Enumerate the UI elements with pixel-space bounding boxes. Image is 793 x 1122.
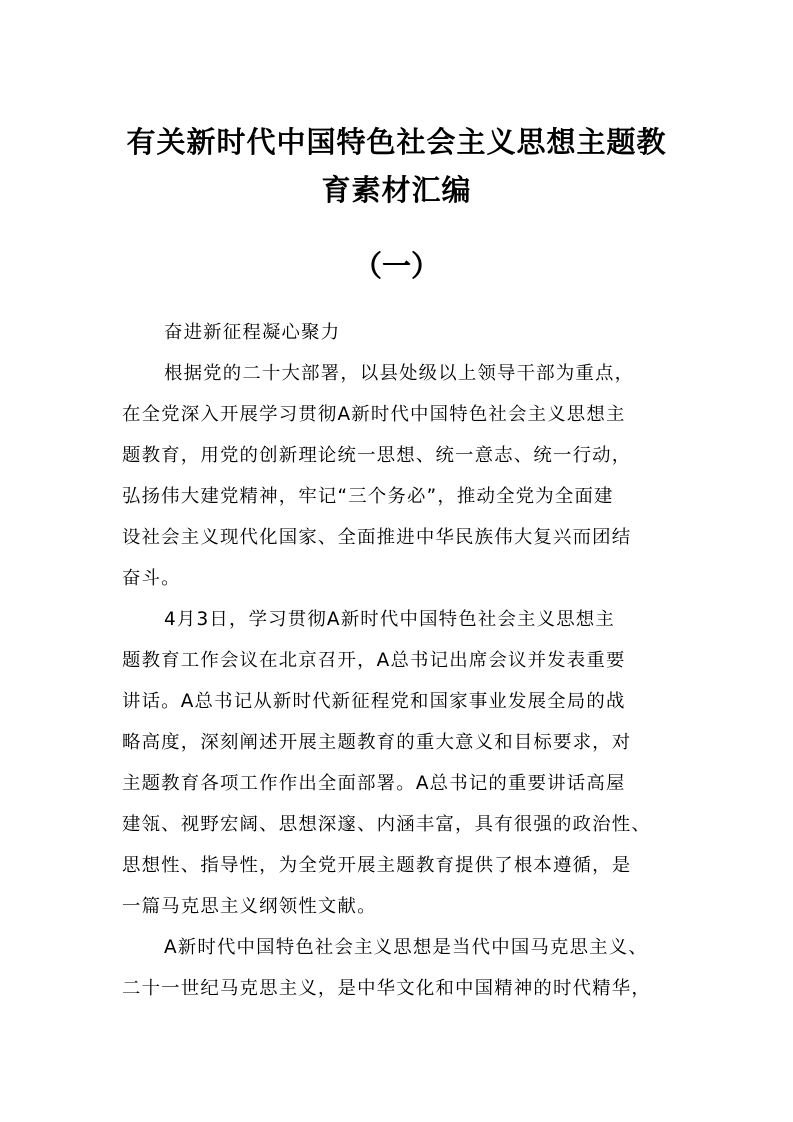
paragraph-1-line-4: 弘扬伟大建党精神，牢记“三个务必”，推动全党为全面建 bbox=[122, 486, 614, 507]
paragraph-2-line-7: 思想性、指导性，为全党开展主题教育提供了根本遵循，是 bbox=[122, 855, 632, 876]
paragraph-1-line-5: 设社会主义现代化国家、全面推进中华民族伟大复兴而团结 bbox=[122, 527, 632, 548]
paragraph-2-line-6: 建瓴、视野宏阔、思想深邃、内涵丰富，具有很强的政治性、 bbox=[122, 814, 651, 835]
paragraph-1-line-1: 根据党的二十大部署，以县处级以上领导干部为重点， bbox=[164, 363, 635, 384]
paragraph-3-line-2: 二十一世纪马克思主义，是中华文化和中国精神的时代精华， bbox=[122, 978, 651, 999]
paragraph-2-line-2: 题教育工作会议在北京召开，A总书记出席会议并发表重要 bbox=[122, 650, 626, 671]
paragraph-3-line-1: A新时代中国特色社会主义思想是当代中国马克思主义、 bbox=[164, 937, 648, 958]
paragraph-1-line-2: 在全党深入开展学习贯彻A新时代中国特色社会主义思想主 bbox=[122, 404, 626, 425]
paragraph-2-line-5: 主题教育各项工作作出全面部署。A总书记的重要讲话高屋 bbox=[122, 773, 626, 794]
document-title-line-1: 有关新时代中国特色社会主义思想主题教 bbox=[126, 125, 667, 159]
section-number: （一） bbox=[352, 249, 440, 283]
document-body bbox=[122, 312, 674, 1009]
paragraph-2-line-1: 4月3日，学习贯彻A新时代中国特色社会主义思想主 bbox=[164, 609, 615, 630]
paragraph-1-line-6: 奋斗。 bbox=[122, 568, 181, 589]
paragraph-2-line-3: 讲话。A总书记从新时代新征程党和国家事业发展全局的战 bbox=[122, 691, 626, 712]
paragraph-1-line-3: 题教育，用党的创新理论统一思想、统一意志、统一行动， bbox=[122, 445, 632, 466]
section-heading: 奋进新征程凝心聚力 bbox=[164, 322, 341, 343]
paragraph-2-line-8: 一篇马克思主义纲领性文献。 bbox=[122, 896, 377, 917]
document-title-line-2: 育素材汇编 bbox=[321, 173, 472, 207]
paragraph-2-line-4: 略高度，深刻阐述开展主题教育的重大意义和目标要求，对 bbox=[122, 732, 632, 753]
